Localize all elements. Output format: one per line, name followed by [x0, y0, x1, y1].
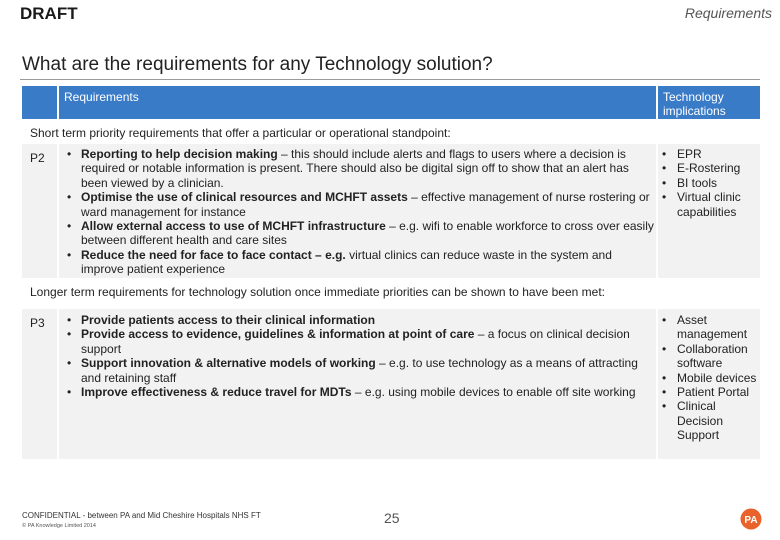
- list-item: • Provide access to evidence, guidelines & information at point of care – a focus on clinical decision support: [59, 327, 656, 356]
- p2-id-cell: [22, 144, 57, 278]
- p3-requirements-cell: [59, 309, 656, 459]
- title-divider: [20, 79, 760, 80]
- page-number: 25: [384, 510, 400, 526]
- header-requirements: Requirements: [59, 86, 656, 119]
- page-title: What are the requirements for any Technology solution?: [22, 54, 493, 75]
- list-item: • Provide patients access to their clinical information: [59, 313, 656, 327]
- p3-tech-list: [658, 313, 760, 443]
- list-item: • Reporting to help decision making – this should include alerts and flags to users where a decision is required or notable information is present. There should also be digital sign off to show that an alert has been viewed by a clinician.: [59, 147, 656, 190]
- list-item: • Collaboration software: [658, 342, 760, 371]
- confidential-notice: CONFIDENTIAL - between PA and Mid Cheshire Hospitals NHS FT: [22, 511, 261, 520]
- list-item: • Improve effectiveness & reduce travel for MDTs – e.g. using mobile devices to enable off site working: [59, 385, 656, 399]
- header-id-cell: [22, 86, 57, 119]
- list-item: • Optimise the use of clinical resources and MCHFT assets – effective management of nurse rostering or ward management for instance: [59, 190, 656, 219]
- pa-logo: [740, 508, 762, 530]
- list-item: • Mobile devices: [658, 371, 760, 385]
- p3-tech-cell: [658, 309, 760, 459]
- p3-label: P3: [30, 316, 45, 330]
- list-item: • Patient Portal: [658, 385, 760, 399]
- list-item: • BI tools: [658, 176, 760, 190]
- p2-requirements-list: [59, 147, 656, 277]
- list-item: • Asset management: [658, 313, 760, 342]
- p2-requirements-cell: [59, 144, 656, 278]
- header-tech-implications: [658, 86, 760, 119]
- logo-text: PA: [744, 515, 758, 526]
- list-item: • EPR: [658, 147, 760, 161]
- header-tech-line2: implications: [663, 104, 726, 118]
- list-item: • Clinical Decision Support: [658, 399, 760, 442]
- list-item: • E-Rostering: [658, 161, 760, 175]
- draft-label: DRAFT: [20, 4, 78, 23]
- list-item: • Allow external access to use of MCHFT infrastructure – e.g. wifi to enable workforce to cross over easily between different health and care sites: [59, 219, 656, 248]
- p3-requirements-list: [59, 313, 656, 399]
- section-label: Requirements: [684, 5, 772, 21]
- p2-tech-cell: [658, 144, 760, 278]
- list-item: • Virtual clinic capabilities: [658, 190, 760, 219]
- list-item: • Reduce the need for face to face contact – e.g. virtual clinics can reduce waste in the system and improve patient experience: [59, 248, 656, 277]
- list-item: • Support innovation & alternative models of working – e.g. to use technology as a means of attracting and retaining staff: [59, 356, 656, 385]
- copyright-notice: © PA Knowledge Limited 2014: [22, 523, 96, 529]
- short-term-heading: Short term priority requirements that offer a particular or operational standpoint:: [30, 126, 451, 140]
- p3-id-cell: [22, 309, 57, 459]
- p2-tech-list: [658, 147, 760, 219]
- header-tech-line1: Technology: [663, 90, 724, 104]
- longer-term-heading: Longer term requirements for technology solution once immediate priorities can be shown to have been met:: [30, 285, 605, 299]
- p2-label: P2: [30, 151, 45, 165]
